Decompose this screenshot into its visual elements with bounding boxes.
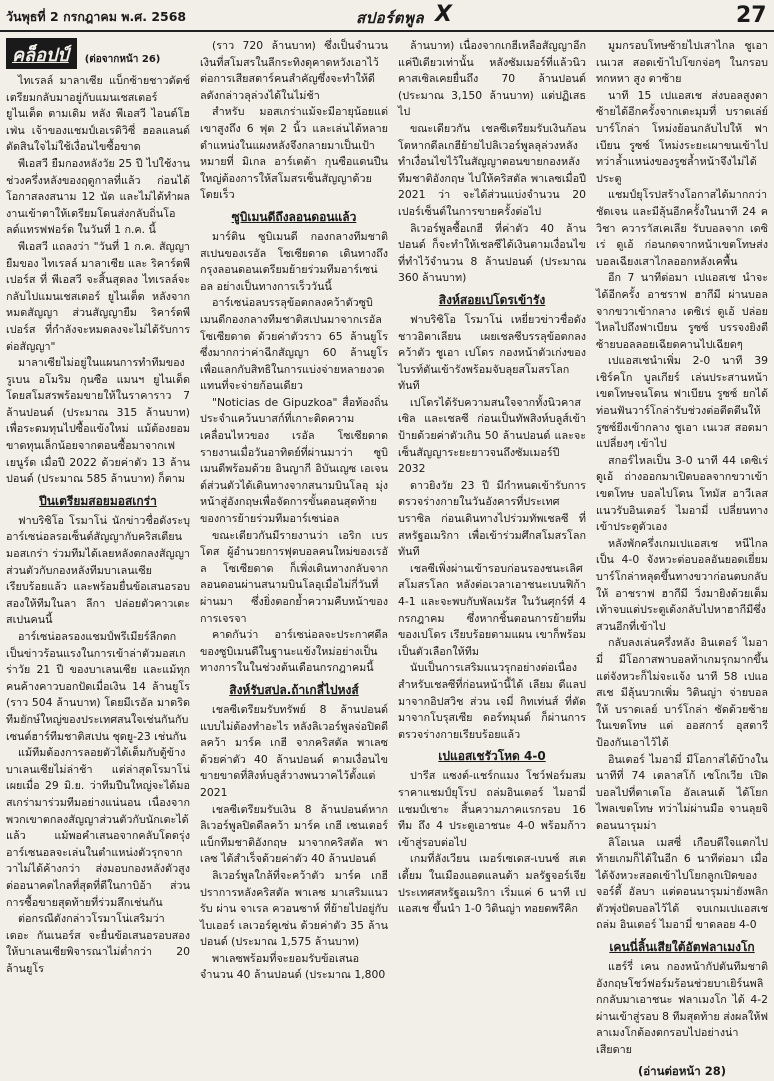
- continued-from: (ต่อจากหน้า 26): [84, 54, 161, 65]
- article-paragraph: เชลซีเพิ่งผ่านเข้ารอบก่อนรองชนะเลิศสโมสรโลก หลังต่อเวลาเอาชนะเบนฟิก้า 4-1 และจะพบกับพัลเมรัส ในวันศุกร์ที่ 4 กรกฎาคม ซึ่งหากชิ้นตอนการย้ายที่มของเปโดร เรียบร้อยตามแผน เขาก็พร้อมเป็นตัวเลือกให้ทีม: [398, 561, 586, 658]
- article-paragraph: เชลซีเตรียมรับทรัพย์ 8 ล้านปอนด์แบบไม่ต้องทำอะไร หลังลิเวอร์พูลจ่อปิดดีลคว้า มาร์ค เกฮี จากคริสตัล พาเลซ ด้วยค่าตัว 40 ล้านปอนด์ ตามเงื่อนไขขายขาดที่สิงห์บลูส์วางพนวาคไว้ตั้งแต่ 2021: [200, 702, 388, 799]
- article-paragraph: "Noticias de Gipuzkoa" สื่อท้องถิ่นประจำแคว้นบาสก์ที่เกาะติดความเคลื่อนไหวของ เรอัล โซเซียดาด รายงานเมื่อวันอาทิตย์ที่ผ่านมาว่า ซูบิเมนดีพร้อมด้วย อินญากี อิบันเญซ เอเจนต์ส่วนตัวได้เดินทางจากสนามบินโลอุ มุ่งหน้าสู่อังกฤษเพื่อจัดการขั้นตอนสุดท้ายของการย้ายร่วมทีมอาร์เซน่อล: [200, 395, 388, 526]
- article-paragraph: หลังพักครึ่งเกมเปแอสเช หนีไกลเป็น 4-0 จังหวะต่อบอลอันยอดเยี่ยม บาร์โกล่าหลุดขึ้นทางขวาก่อนตบกลับให้ อาชราฟ ฮากีมี วิ่งมายิงด้วยเต็มเท้าจบแต่ประตูเด้งกลับไปหาฮากีมีซึ่งสวนอีกที่เข้าไป: [596, 536, 768, 633]
- article-paragraph: เปโดรได้รับความสนใจจากทั้งนิวคาสเซิล และเชลซี ก่อนเป็นทัพสิงห์บลูส์เข้าป้ายด้วยค่าตัวเกิน 50 ล้านปอนด์ และจะเซ็นสัญญาระยะยาวจนถึงซัมเมอร์ปี 2032: [398, 395, 586, 476]
- paragraph-group: [200, 229, 388, 677]
- article-paragraph: สกอร์ไหลเป็น 3-0 นาที 44 เดซิเร่ ดูเอ้ ถ่างออกมาเปิดบอลจากขวาเข้าเขตโทษ บอลไปโดน โทมัส อาวีเลส แนวรับอินเตอร์ ไมอามี่ เปลี่ยนทางเข้าประตูตัวเอง: [596, 453, 768, 534]
- paragraph-group: [200, 38, 388, 204]
- section-heading: เปแอสเชรัวโหด 4-0: [438, 749, 546, 764]
- article-kicker: คล็อปป์: [6, 38, 77, 69]
- paragraph-group: [398, 312, 586, 743]
- article-paragraph: เปแอสเชนำเพิ่ม 2-0 นาที 39 เชิร์คโก บูลเกียร์ เล่นประสานหน้าเขตโทษจนโดน ฟาเบียน รูซซ์ ยกได้ท่อนฟันวาร์โกล่ารับช่วงต่อตีดตีนให้รูซซ์ยีงเข้ากลาง ชูเอา เนเวส สอดมาแปลี่ยงๆ เข้าไป: [596, 354, 768, 451]
- article-paragraph: เชลซีเตรียมรับเงิน 8 ล้านปอนด์หากลิเวอร์พูลปิดดีลคว้า มาร์ค เกฮี เซนเตอร์แบ็กทีมชาติอังกฤษ มาจากคริสตัล พาเลซ ได้สำเร็จด้วยค่าตัว 40 ล้านปอนด์: [200, 802, 388, 866]
- article-paragraph: อาร์เซน่อลรองแชมป์พรีเมียร์ลีกตกเป็นข่าวร้อนแรงในการเข้าล่าตัวมอสเกร่าวัย 21 ปี ของบาเลนเซีย และแม้ทุกคนค้างคาวบอกปัดเมื่อเงิน 14 ล้านยูโร (ราว 504 ล้านบาท) โดยมีเรอัล มาดริด ทีมยักษ์ใหญ่ของประเทศสนใจเช่นกันกับเซนต์ฮาร์ทีมชาติสเปน ชุดยู-23 เช่นกัน: [6, 630, 190, 743]
- article-paragraph: อาร์เซน่อลบรรลุข้อตกลงคว้าตัวซูบิเมนดีกองกลางทีมชาติสเปนมาจากเรอัล โซเซียดาด ด้วยค่าตัวราว 65 ล้านยูโร ซึ่งมากกว่าค่าฉีกสัญญา 60 ล้านยูโร เพื่อแลกกับสิทธิในการแบ่งจ่ายหลายงวด แทนที่จะจ่ายก้อนเดียว: [200, 296, 388, 393]
- article-paragraph: นาที 15 เปแอสเช ส่งบอลสูงตาซ้ายได้อีกครั้งจากเตะมุมที่ บราดเล่ย์ บาร์โกล่า โหม่งย้อนกลับไปให้ ฟาเบียน รูซซ์ โหม่งระยะเผาขนเข้าไป ทว่าล้ำแหน่งของรูซล้ำหน้าจึงไม่ได้ประตู: [596, 88, 768, 185]
- paragraph-group: [596, 959, 768, 1059]
- paragraph-group: [200, 702, 388, 984]
- article-paragraph: อีก 7 นาทีต่อมา เปแอสเช นำจะได้อีกครั้ง อาชราฟ ฮากีมี ผ่านบอลจากขวาเข้ากลาง เดซิเร่ ดูเอ้ ปล่อยไหลไปถึงฟาเบียน รูซซ์ บรรจงยิงตีซ้ายบอลลอยเฉียดคานไปเฉียดๆ: [596, 271, 768, 351]
- article-paragraph: ลิเวอร์พูลซื้อเกฮี ที่ค่าตัว 40 ล้านปอนด์ ก็จะทำให้เชลซีได้เงินตามเงื่อนไขที่ทำไว้จำนวน 8 ล้านปอนด์ (ประมาณ 360 ล้านบาท): [398, 221, 586, 285]
- publication-logo-mark: X: [435, 2, 452, 27]
- article-paragraph: ฟาบริซิโอ โรมาโน่ นักข่าวชื่อดังระบุ อาร์เซน่อลรอเซ็นต์สัญญากับคริสเตียน มอสเกร่า ร่วมทีมได้เลยหลังตกลงสัญญาส่วนตัวกับกองหลังทีมบาเลนเซีย เรียบร้อยแล้ว และพร้อมยื่นข้อเสนอรอบสองให้ทีมในลา ลีกา ปล่อยตัวคาวเตะสเปนคนนี้: [6, 513, 190, 627]
- article-paragraph: ปารีส แซงต์-แชร์กแมง โชว์ฟอร์มสมราคาแชมป์ยุโรป ถล่มอินเตอร์ ไมอามี่ แชมป์เชาะ สิ้นความภาคแรกรอบ 16 ทีม ถึง 4 ประตูเอาชนะ 4-0 พร้อมก้าวเข้าสู่รอบต่อไป: [398, 769, 586, 849]
- page-number: 27: [736, 3, 767, 28]
- column-3: [398, 38, 586, 1018]
- article-paragraph: พีเอสวี แถลงว่า "วันที่ 1 ก.ค. สัญญายืมของ ไทเรลล์ มาลาเซีย และ ริคาร์ดพีเปอร์ส ที่ พีเอสวี จะสิ้นสุดลง ไทเรลล์จะกลับไปแมนเชสเตอร์ ยูไนเต็ด หลังจากหมดสัญญา ส่วนสัญญายืม ริคาร์ดพีเปอร์ส ที่กำลังจะหมดลงจะไม่ได้รับการต่อสัญญา": [6, 239, 190, 353]
- article-paragraph: ต่อกรณีดังกล่าวโรมาโน่เสริมว่า เดอะ กันเนอร์ส จะยื่นข้อเสนอรอบสองให้บาเลนเซียพิจารณาไม่ต่ำกว่า 20 ล้านยูโร: [6, 912, 190, 975]
- article-paragraph: มาร์ติน ซูบิเมนดี กองกลางทีมชาติสเปนของเรอัล โซเซียดาด เดินทางถึงกรุงลอนดอนเตรียมย้ายร่วมทีมอาร์เซน่อล อย่างเป็นทางการเร็ววันนี้: [200, 229, 388, 293]
- section-heading: ปีนเตรียมสอยมอสเกร่า: [39, 493, 157, 508]
- paragraph-group: [398, 768, 586, 917]
- paragraph-group: [398, 38, 586, 287]
- article-paragraph: นับเป็นการเสริมแนวรุกอย่างต่อเนื่องสำหรับเชลซีที่ก่อนหน้านี้ได้ เลียม ดีแลป มาจากอิปสวิช ส่วน เจมี่ กิทเท่นส์ ที่ตัดมาจากโบรุสเซีย ดอร์ทมุนด์ ก็ผ่านการตรวจร่างกายเรียบร้อยแล้ว: [398, 661, 586, 741]
- article-paragraph: มาลาเซียไม่อยู่ในแผนการทำทีมของ รูเบน อโมริม กุนซือ แมนฯ ยูไนเต็ด โดยสโมสรพร้อมขายให้ในราคาราว 7 ล้านปอนด์ (ประมาณ 315 ล้านบาท) เพื่อระดมทุนไปซื้อแข้งใหม่ แม้ต้องยอมขาดทุนเล็กน้อยจากตอนซื้อมาจากเฟเยนูร์ด เมื่อปี 2022 ด้วยค่าตัว 13 ล้านปอนด์ (ประมาณ 585 ล้านบาท) ก็ตาม: [6, 356, 190, 486]
- article-paragraph: ขณะเดียวกันมีรายงานว่า เอริก เบรโตส ผู้อำนวยการฟุตบอลคนใหม่ของเรอัล โซเซียดาด ก็เพิ่งเดินทางกลับจากลอนดอนผ่านสนามบินโลอุเมื่อไม่กี่วันที่ผ่านมา ซึ่งยิ่งตอกย้ำความคืบหน้าของการเจรจา: [200, 528, 388, 625]
- article-paragraph: สำหรับ มอสเกร่าแม้จะมีอายุน้อยแต่เขาสูงถึง 6 ฟุต 2 นิ้ว และเล่นได้หลายตำแหน่งในแผงหลังจึงกลายมาเป็นเป้าหมายที่ มิเกล อาร์เตต้า กุนซือแดนปืนใหญ่ต้องการให้สโมสรเซ็นสัญญาด้วยโดยเร็ว: [200, 105, 388, 202]
- article-masthead: [6, 38, 190, 69]
- article-paragraph: ขณะเดียวกัน เชลซีเตรียมรับเงินก้อนโตหากดีลเกฮีย้ายไปลิเวอร์พูลลุล่วงหลังทำเงื่อนไขไว้ในสัญญาตอนขายกองหลังทีมชาติอังกฤษ ไปให้คริสตัล พาเลซเมื่อปี 2021 ว่า จะได้ส่วนแบ่งจำนวน 20 เปอร์เซ็นต์ในการขายครั้งต่อไป: [398, 121, 586, 218]
- column-2: [200, 38, 388, 1018]
- section-heading: สิงห์สอยเปโดรเข้ารัง: [438, 292, 546, 307]
- publication-logo: สปอร์ตพูล: [356, 9, 425, 27]
- article-paragraph: ดาวยิงวัย 23 ปี มีกำหนดเข้ารับการตรวจร่างกายในวันอังคารที่ประเทศบราซิล ก่อนเดินทางไปร่วมทัพเชลซี ที่สหรัฐอเมริกา เพื่อเข้าร่วมศึกสโมสรโลกทันที: [398, 478, 586, 559]
- article-paragraph: ไทเรลล์ มาลาเซีย แบ็กซ้ายชาวดัตช์ เตรียมกลับมาอยู่กับแมนเชสเตอร์ ยูไนเต็ด ตามเดิม หลัง พีเอสวี ไอนด์โฮเฟ่น เจ้าของแชมป์เอเรดิวิซี่ ฮอลแลนด์ ตัดสินใจไม่ใช้เงื่อนไขซื้อขาด: [6, 74, 190, 154]
- article-paragraph: เกมที่ลังเวียน เมอร์เซเดส-เบนซ์ สเตเดี้ยม ในเมืองแอตแลนต้า มลรัฐจอร์เจีย ประเทศสหรัฐอเมริกา เริ่มแค่ 6 นาที เปแอสเช ขึ้นนำ 1-0 วิตินญ่า ทอยดพรีคิก: [398, 852, 586, 916]
- column-4: [596, 38, 768, 1078]
- article-paragraph: คาดกันว่า อาร์เซน่อลจะประกาศดีลของซูบิเมนดีในฐานะแข้งใหม่อย่างเป็นทางการในในช่วงต้นเดือนกรกฎาคมนี้: [200, 628, 388, 675]
- article-paragraph: กลับลงเล่นครึ่งหลัง อินเตอร์ ไมอามี่ มีโอกาสพาบอลท้าเกมรุกมากขึ้นแต่จังหวะก็ไม่จะแจ้ง นาที 58 เปแอสเช มีลุ้นบวกเพิ่ม วิตินญ่า จ่ายบอลให้ บราดเลย์ บาร์โกล่า ซัดด้วยซ้ายในเขตโทษ แต่ ออสการ์ อุสตารี ป้องกันเอาไว้ได้: [596, 636, 768, 749]
- article-paragraph: อินเตอร์ ไมอามี่ มีโอกาสได้บ้างในนาทีที่ 74 เตลาสโก้ เซโกเวีย เปิดบอลไปที่ตาเตโอ อัลเลนเด้ ได้โยกไพลเขตโทษ ทว่าไม่ผ่านมือ จานลุยจิ ดอนนารุมม่า: [596, 752, 768, 832]
- continued-to: (อ่านต่อหน้า 28): [637, 1063, 727, 1078]
- issue-date: วันพุธที่ 2 กรกฎาคม พ.ศ. 2568: [6, 9, 187, 24]
- section-heading: ซูบิเมนดีถึงลอนดอนแล้ว: [231, 209, 357, 224]
- section-heading: เคนนี่ลิ้นเสียใต้อัตฟลาเมงโก: [609, 940, 755, 955]
- section-heading: สิงห์รับสปล.ถ้าเกลี่ไปหงส์: [229, 682, 359, 697]
- paragraph-group: [6, 73, 190, 488]
- article-paragraph: ฟาบริซิโอ โรมาโน่ เหยี่ยวข่าวชื่อดังชาวอิตาเลียน เผยเชลซีบรรลุข้อตกลงคว้าตัว ชูเอา เปโดร กองหน้าตัวเก่งของไบรท์ตันเข้ารังพร้อมจับลุยสโมสรโลกทันที: [398, 312, 586, 393]
- article-paragraph: แชมป์ยุโรปสร้างโอกาสได้มากกว่าชัดเจน และมีลุ้นอีกครั้งในนาที 24 ควิชา ควาราัสเคเลีย รับบอลจาก เดซิเร่ ดูเอ้ ก่อนกดจากหน้าเขตโทษส่งบอลเฉียงเสาไกลออกหลังเคพื้น: [596, 188, 768, 268]
- article-paragraph: พีเอสวี ยืมกองหลังวัย 25 ปี ไปใช้งานช่วงครึ่งหลังของฤดูกาลที่แล้ว ก่อนได้โอกาสลงสนาม 12 นัด และไม่ได้ทำผลงานเข้าตาให้เตรียมโดนส่งกลับถิ่นโอลด์แทรฟฟอร์ด ในวันที่ 1 ก.ค. นี้: [6, 156, 190, 237]
- article-paragraph: (ราว 720 ล้านบาท) ซึ่งเป็นจำนวนเงินที่สโมสรในลีกระทิงดุคาดหวังเอาไว้ต่อการเสียสตาร์คนสำคัญซึ่งจะทำให้ดีลดังกล่าวลุล่วงได้ในไม่ช้า: [200, 39, 388, 102]
- article-paragraph: ล้านบาท) เนื่องจากเกฮีเหลือสัญญาอีกแค่ปีเดียวเท่านั้น หลังซัมเมอร์ที่แล้วนิวคาสเซิลเคยยื่นถึง 70 ล้านปอนด์ (ประมาณ 3,150 ล้านบาท) แต่ปฏิเสธไป: [398, 39, 586, 119]
- article-paragraph: แฮร์รี่ เคน กองหน้ากัปตันทีมชาติอังกฤษโชว์ฟอร์มร้อนช่วยบาเยิร์นพลิกกลับมาเอาชนะ ฟลาเมงโก ได้ 4-2 ผ่านเข้าสู่รอบ 8 ทีมสุดท้าย ส่งผลให้ฟลาเมงโกต้องตกรอบไปอย่างน่าเสียดาย: [596, 960, 768, 1057]
- paragraph-group: [596, 38, 768, 934]
- page-header: [0, 0, 774, 32]
- article-paragraph: ลิเวอร์พูลใกล้ที่จะคว้าตัว มาร์ค เกฮี ปราการหลังคริสตัล พาเลซ มาเสริมแนวรับ ผ่าน จาเรล ควอนซาห์ ที่ย้ายไปอยู่กับไบเออร์ เลเวอร์คูเซ่น ด้วยค่าตัว 35 ล้านปอนด์ (ประมาณ 1,575 ล้านบาท): [200, 868, 388, 949]
- article-paragraph: ลิโอเนล เมสซี่ เกือบดีใจแตกไปท้ายเกมก็ได้ในอีก 6 นาทีต่อมา เมื่อได้จังหวะสอดเข้าไปโยกลูกเปิดของ จอร์ดี้ อัลบา แต่ดอนนารุมม่ายังพลิกตัวพุ่งปัดบอลไว้ได้ จบเกมเปแอสเช ถล่ม อินเตอร์ ไมอามี่ ขาดลอย 4-0: [596, 835, 768, 932]
- article-paragraph: มูมกรอบโทษซ้ายไปเสาไกล ชูเอา เนเวส สอดเข้าไปโขกจ่อๆ ในกรอบทกหหา สูง ตาซ้าย: [596, 39, 768, 86]
- paragraph-group: [6, 513, 190, 978]
- article-paragraph: แม้ทีมต้องการลอยตัวได้เต็มกับตู้ข้างบาเลนเซียไม่ล่าช้า แต่ล่าสุดโรมาโน่เผยเมื่อ 29 มิ.ย. ว่าทีมปืนใหญ่จะได้มอสเกร่ามาร่วมทีมอย่างแน่นอน เนื่องจากพวกเขาตกลงสัญญาส่วนตัวกับนักเตะได้แล้ว แม้พอคำเสนอจากคลับโดดรุ่งอาร์เซนอลจะเล่นในตำแหน่งตัวรุกจากวาไม่ได้ค้างกว่า ส่งมอบกองหลังตัวสูงต่ออนาคตไกลที่สุดที่ดีในกาบิอ้า ส่วนการซื้อขายสุดท้ายที่ร่วมลึกเช่นกัน: [6, 746, 190, 909]
- column-1: [6, 38, 190, 1018]
- article-paragraph: พาเลซพร้อมที่จะยอมรับข้อเสนอจำนวน 40 ล้านปอนด์ (ประมาณ 1,800: [200, 951, 386, 982]
